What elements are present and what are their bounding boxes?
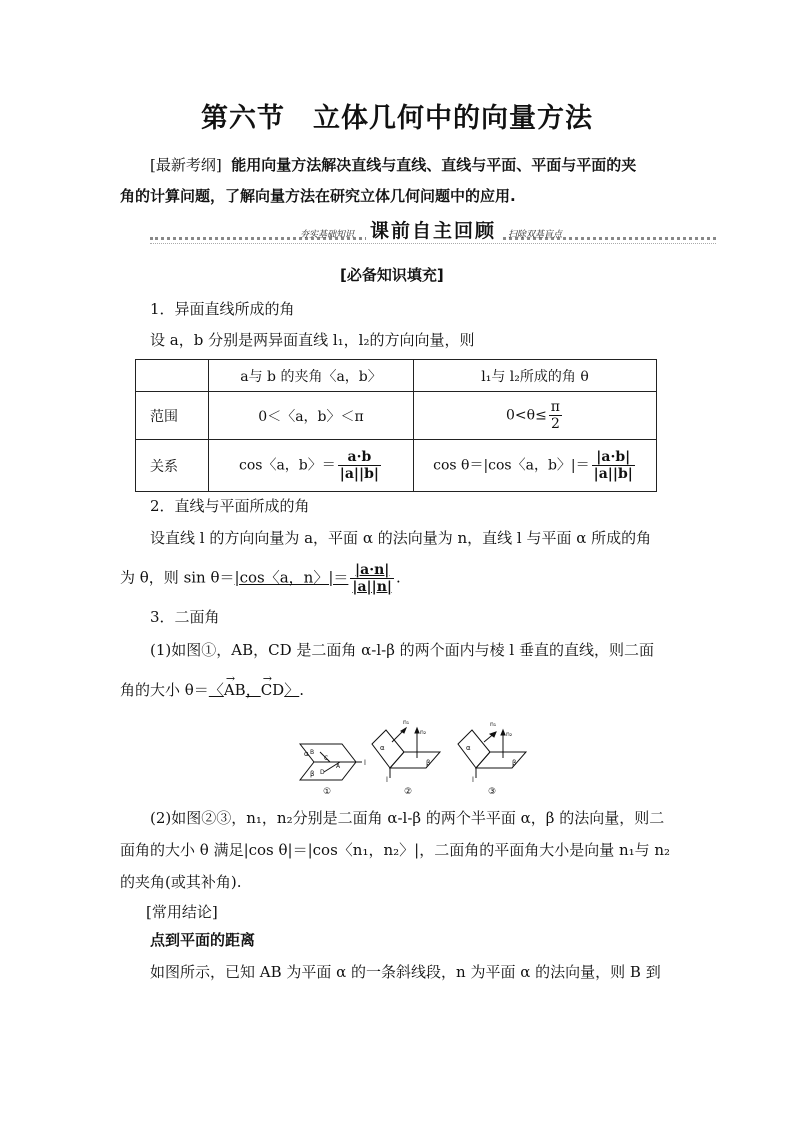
banner-divider-thin — [150, 243, 716, 244]
svg-text:B: B — [310, 749, 315, 756]
banner-right-text: 扫除双基盲点 — [508, 230, 563, 240]
dihedral-figures — [290, 712, 560, 800]
svg-text:n₁: n₁ — [490, 721, 497, 728]
conclusion-line1: 如图所示，已知 AB 为平面 α 的一条斜线段，n 为平面 α 的法向量，则 B 到 — [150, 963, 661, 981]
svg-text:n₂: n₂ — [420, 729, 427, 736]
svg-text:α: α — [304, 750, 309, 758]
sec2-line2: 为 θ，则 sin θ＝|cos〈a，n〉|＝ $\frac{|a\cdot n|}{|a||n|}$ . — [120, 562, 401, 595]
table-header-line-angle: l₁与 l₂所成的角 θ — [414, 360, 657, 392]
svg-text:l: l — [472, 776, 474, 784]
sec3-heading: 3．二面角 — [150, 608, 220, 626]
table-header-empty — [136, 360, 209, 392]
syllabus-line1: [最新考纲] 能用向量方法解决直线与直线、直线与平面、平面与平面的夹 — [150, 156, 637, 174]
table-row-relation — [136, 440, 657, 492]
conclusion-heading: 点到平面的距离 — [150, 931, 256, 949]
vector-cd: → CD — [261, 680, 285, 700]
table-header-row — [136, 360, 657, 392]
banner-left-text: 夯实基础知识 — [300, 230, 355, 240]
syllabus-tag: [最新考纲] — [150, 156, 222, 174]
sec3-p1-line1: (1)如图①，AB，CD 是二面角 α-l-β 的两个面内与棱 l 垂直的直线，则二面 — [150, 641, 654, 659]
svg-text:C: C — [324, 755, 329, 762]
sec3-p2-line2: 面角的大小 θ 满足|cos θ|＝|cos〈n₁，n₂〉|，二面角的平面角大小是向量 n₁与 n₂ — [120, 841, 671, 859]
svg-text:α: α — [466, 744, 471, 752]
figure-2-label: ② — [404, 787, 413, 797]
svg-text:l: l — [386, 776, 388, 784]
banner-title: 课前自主回顾 — [366, 216, 500, 243]
svg-text:β: β — [426, 759, 431, 767]
svg-text:A: A — [336, 763, 341, 770]
figure-2-diagram — [372, 719, 440, 784]
sec3-p2-line1: (2)如图②③，n₁，n₂分别是二面角 α-l-β 的两个半平面 α，β 的法向量，则二 — [150, 809, 665, 827]
vector-ab: → AB — [224, 680, 246, 700]
svg-text:l: l — [364, 759, 366, 767]
table-header-vector-angle: a与 b 的夹角〈a，b〉 — [209, 360, 414, 392]
table-row-range — [136, 392, 657, 440]
syllabus-line2: 角的计算问题，了解向量方法在研究立体几何问题中的应用. — [120, 187, 516, 205]
sec2-heading: 2．直线与平面所成的角 — [150, 497, 310, 515]
sec1-intro: 设 a，b 分别是两异面直线 l₁，l₂的方向向量，则 — [150, 331, 475, 349]
sec1-heading: 1．异面直线所成的角 — [150, 300, 295, 318]
sec3-p2-line3: 的夹角(或其补角). — [120, 873, 242, 891]
figure-3-label: ③ — [488, 787, 497, 797]
sec3-p1-line2: 角的大小 θ＝〈→ AB，→ CD〉. — [120, 680, 304, 700]
angle-table — [135, 359, 657, 492]
table-label-range: 范围 — [136, 392, 209, 440]
figure-3-diagram — [458, 721, 526, 784]
table-range-line: 0<θ≤ $\frac{\pi}{2}$ — [414, 392, 657, 440]
svg-text:β: β — [512, 759, 517, 767]
svg-text:α: α — [380, 744, 385, 752]
svg-text:n₁: n₁ — [403, 719, 410, 726]
title-section: 第六节 — [201, 103, 285, 134]
svg-text:β: β — [310, 770, 315, 778]
table-range-vector: 0＜〈a，b〉＜π — [209, 392, 414, 440]
table-relation-vector: cos〈a，b〉＝ $\frac{a\cdot b}{|a||b|}$ — [209, 440, 414, 492]
page-title — [0, 96, 794, 135]
title-topic: 立体几何中的向量方法 — [313, 103, 593, 134]
sec2-line1: 设直线 l 的方向向量为 a，平面 α 的法向量为 n，直线 l 与平面 α 所成的角 — [150, 529, 652, 547]
svg-text:n₂: n₂ — [506, 731, 513, 738]
figure-1-label: ① — [323, 787, 332, 797]
section-box-heading: [必备知识填充] — [340, 266, 444, 284]
conclusion-tag: [常用结论] — [146, 903, 218, 921]
figure-1-diagram — [300, 744, 366, 780]
svg-text:D: D — [320, 769, 325, 776]
table-label-relation: 关系 — [136, 440, 209, 492]
table-relation-line: cos θ＝|cos〈a，b〉|＝ $\frac{|a\cdot b|}{|a||b|}$ — [414, 440, 657, 492]
